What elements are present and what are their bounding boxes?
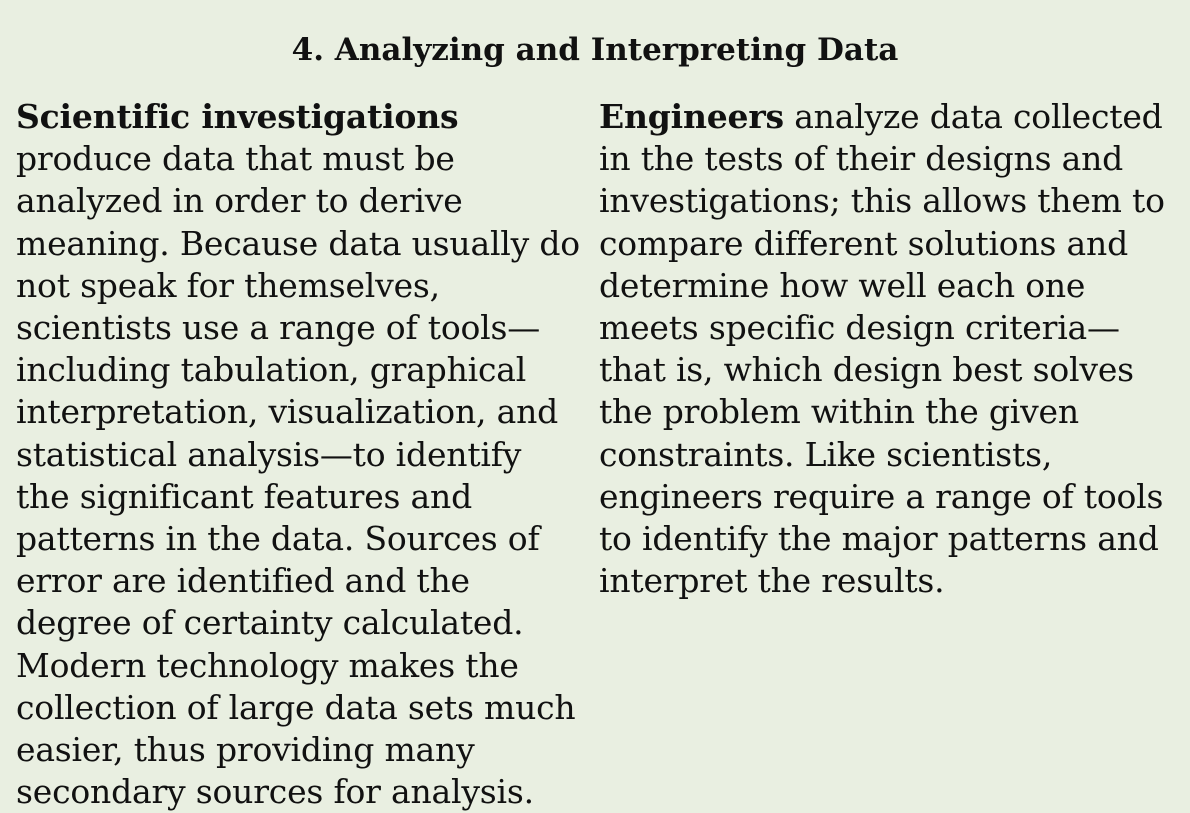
science-lead: Scientific investigations [16,97,459,136]
engineering-body: analyze data collected in the tests of their designs and investigations; this allows them to compare different solutions and determine how well each one meets specific design criteria—that is, which design best solves the problem within the given constraints. Like scientists, engineers require a range of tools to identify the major patterns and interpret the results. [599,97,1165,601]
engineering-paragraph [599,96,1174,602]
science-body: produce data that must be analyzed in order to derive meaning. Because data usually do not speak for themselves, scientists use a range of tools—including tabulation, graphical interpretation, visualization, and statistical analysis—to identify the significant features and patterns in the data. Sources of error are identified and the degree of certainty calculated. Modern technology makes the collection of large data sets much easier, thus providing many secondary sources for analysis. [16,139,580,812]
section-title: 4. Analyzing and Interpreting Data [291,32,899,68]
engineering-lead: Engineers [599,97,784,136]
science-paragraph [16,96,581,813]
